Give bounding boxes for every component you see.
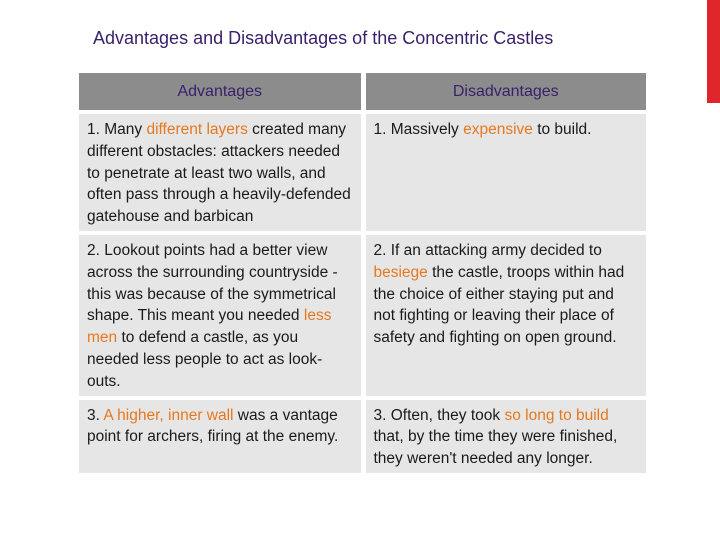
table-row — [79, 233, 646, 398]
disadvantage-cell: 3. Often, they took so long to build that, by the time they were finished, they weren't needed any longer. — [363, 398, 646, 473]
highlight-text: different layers — [146, 121, 248, 138]
advantage-cell: 3. A higher, inner wall was a vantage point for archers, firing at the enemy. — [79, 398, 363, 473]
accent-bar — [707, 0, 720, 103]
advantage-cell: 2. Lookout points had a better view across the surrounding countryside - this was because of the symmetrical shape. This meant you needed less men to defend a castle, as you needed less people to act as look-outs. — [79, 233, 363, 398]
highlight-text: so long to build — [504, 406, 609, 424]
disadvantage-cell: 2. If an attacking army decided to besiege the castle, troops within had the choice of either staying put and not fighting or leaving their place of safety and fighting on open ground. — [363, 233, 646, 398]
disadvantage-cell: 1. Massively expensive to build. — [363, 112, 646, 233]
page-title: Advantages and Disadvantages of the Concentric Castles — [93, 28, 554, 48]
table-row — [79, 112, 646, 233]
highlight-text: expensive — [463, 121, 533, 138]
table-row — [79, 398, 646, 473]
header-advantages: Advantages — [79, 73, 363, 112]
highlight-text: less men — [87, 307, 332, 347]
table-header-row — [79, 73, 646, 112]
header-disadvantages: Disadvantages — [363, 73, 646, 112]
advantage-cell: 1. Many different layers created many different obstacles: attackers needed to penetrate at least two walls, and often pass through a heavily-defended gatehouse and barbican — [79, 112, 363, 233]
highlight-text: besiege — [373, 263, 428, 281]
comparison-table — [79, 73, 646, 473]
highlight-text: A higher, inner wall — [103, 406, 234, 424]
